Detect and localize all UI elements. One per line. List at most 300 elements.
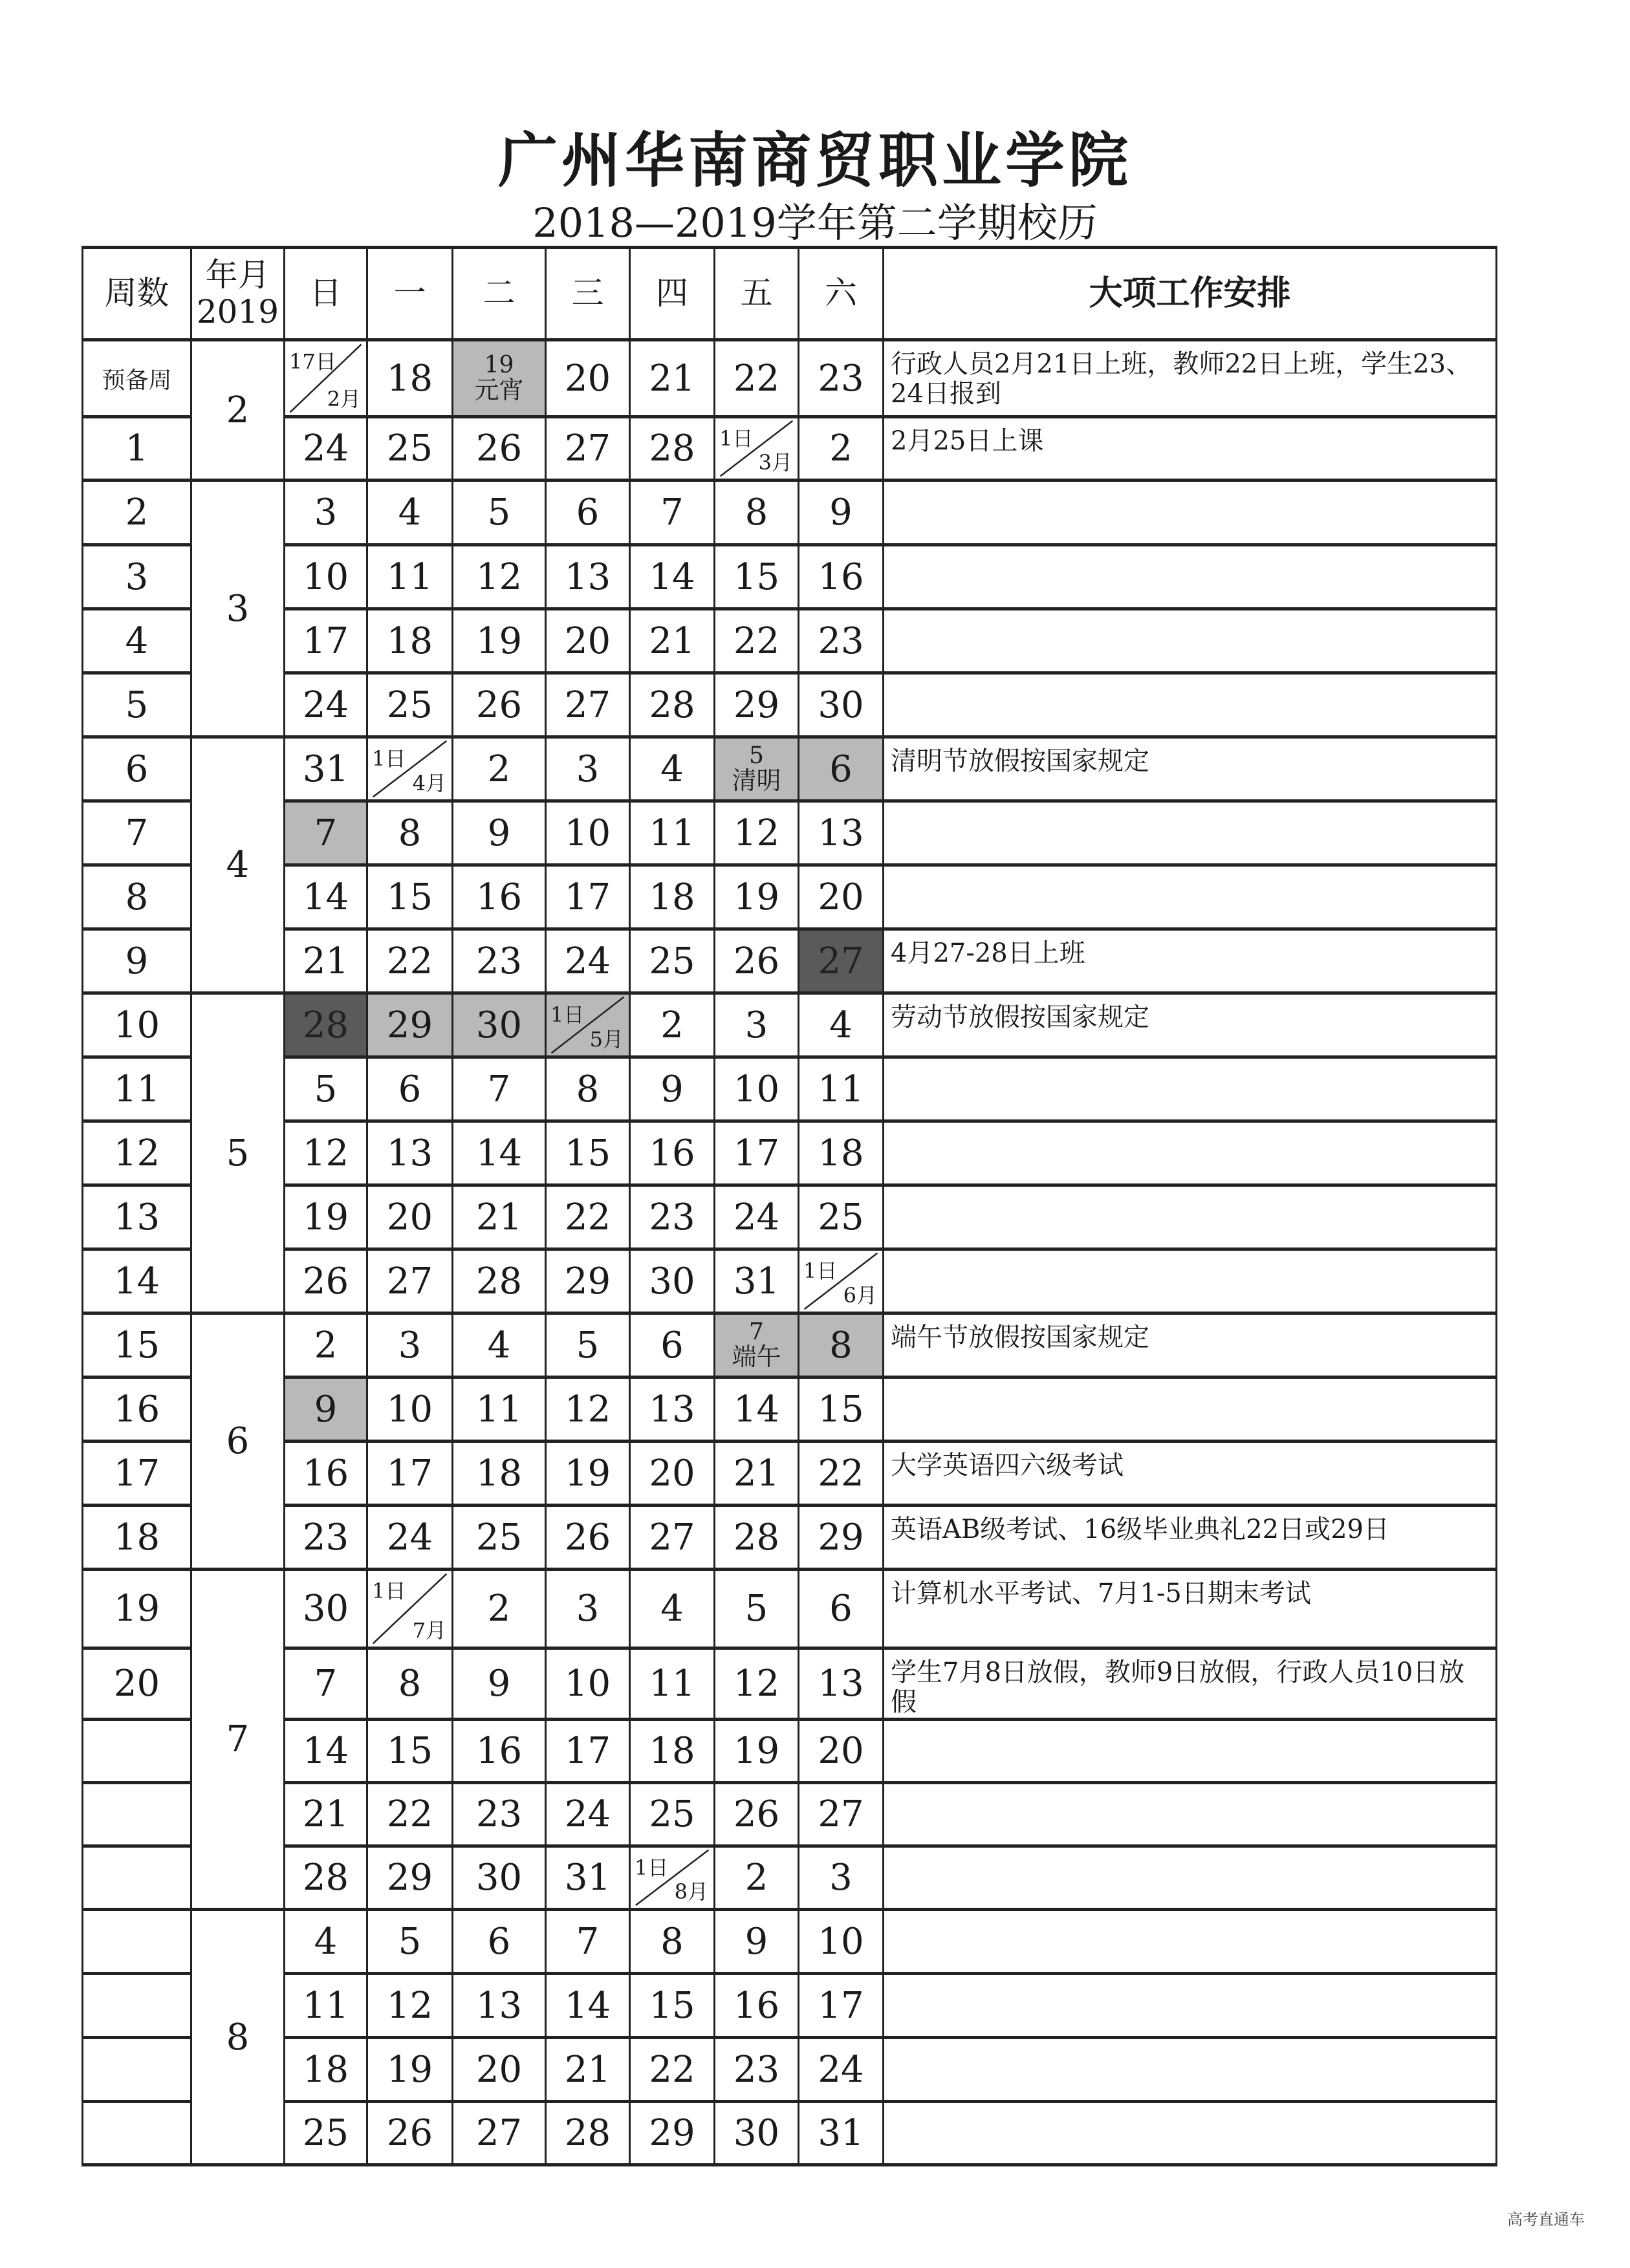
day-cell: 13 xyxy=(799,801,884,865)
day-cell: 29 xyxy=(367,1846,453,1910)
day-cell: 14 xyxy=(630,545,715,609)
plan-note: 学生7月8日放假，教师9日放假，行政人员10日放假 xyxy=(884,1648,1497,1720)
header-plan: 大项工作安排 xyxy=(884,248,1497,340)
day-cell: 6 xyxy=(453,1910,546,1974)
month-label: 3月 xyxy=(758,450,792,475)
day-cell: 7 xyxy=(546,1910,630,1974)
week-row xyxy=(83,1783,1497,1846)
day-cell: 10 xyxy=(285,545,367,609)
day-cell: 9 xyxy=(630,1057,715,1121)
week-row xyxy=(83,340,1497,417)
day-cell: 8 xyxy=(546,1057,630,1121)
day-cell: 26 xyxy=(715,1783,799,1846)
day-cell: 24 xyxy=(367,1506,453,1570)
week-number: 19 xyxy=(83,1570,191,1648)
day-cell: 17 xyxy=(285,609,367,673)
week-number xyxy=(83,2038,191,2102)
week-row xyxy=(83,2038,1497,2102)
day-cell: 14 xyxy=(546,1974,630,2038)
plan-note xyxy=(884,2038,1497,2102)
week-row xyxy=(83,737,1497,801)
day-cell: 4 xyxy=(630,737,715,801)
week-row xyxy=(83,1442,1497,1506)
day-cell: 27 xyxy=(630,1506,715,1570)
day-cell: 13 xyxy=(546,545,630,609)
header-month xyxy=(191,248,285,340)
plan-note: 英语AB级考试、16级毕业典礼22日或29日 xyxy=(884,1506,1497,1570)
day-cell: 3 xyxy=(546,1570,630,1648)
week-row xyxy=(83,545,1497,609)
week-number: 9 xyxy=(83,929,191,993)
day-cell: 2 xyxy=(715,1846,799,1910)
day-cell: 30 xyxy=(715,2102,799,2165)
week-row xyxy=(83,1846,1497,1910)
week-number: 11 xyxy=(83,1057,191,1121)
day-cell: 5 xyxy=(546,1313,630,1377)
day-cell: 24 xyxy=(285,673,367,737)
day-cell: 2 xyxy=(453,1570,546,1648)
watermark: 高考直通车 xyxy=(1507,2210,1585,2229)
week-number: 17 xyxy=(83,1442,191,1506)
day-cell: 4 xyxy=(367,481,453,545)
header-day-tue: 二 xyxy=(453,248,546,340)
day-cell: 18 xyxy=(799,1121,884,1185)
day-cell: 5 xyxy=(285,1057,367,1121)
day-cell: 3 xyxy=(715,993,799,1057)
day-cell: 8 xyxy=(630,1910,715,1974)
day-cell: 2 xyxy=(453,737,546,801)
school-calendar-table xyxy=(82,246,1497,2166)
day-cell: 12 xyxy=(715,801,799,865)
week-row xyxy=(83,609,1497,673)
week-row xyxy=(83,993,1497,1057)
day-cell: 15 xyxy=(367,1720,453,1783)
day-cell: 31 xyxy=(546,1846,630,1910)
day-cell: 11 xyxy=(285,1974,367,2038)
plan-note xyxy=(884,1974,1497,2038)
month-label: 7月 xyxy=(412,1618,446,1643)
day-cell: 27 xyxy=(546,417,630,481)
week-number: 8 xyxy=(83,865,191,929)
week-row xyxy=(83,673,1497,737)
holiday xyxy=(715,744,798,794)
plan-note xyxy=(884,545,1497,609)
plan-note xyxy=(884,1377,1497,1442)
day-cell: 7 xyxy=(453,1057,546,1121)
day-cell: 18 xyxy=(453,1442,546,1506)
day-cell: 31 xyxy=(799,2102,884,2165)
day-cell: 8 xyxy=(367,1648,453,1720)
holiday xyxy=(715,1320,798,1370)
day-cell: 22 xyxy=(367,929,453,993)
week-number: 13 xyxy=(83,1185,191,1249)
month-start-cell xyxy=(546,993,630,1057)
day-cell: 17 xyxy=(367,1442,453,1506)
day-cell: 19 xyxy=(715,865,799,929)
week-number: 18 xyxy=(83,1506,191,1570)
week-row xyxy=(83,481,1497,545)
day-cell: 2 xyxy=(630,993,715,1057)
day-cell: 29 xyxy=(715,673,799,737)
header-week: 周数 xyxy=(83,248,191,340)
plan-note: 大学英语四六级考试 xyxy=(884,1442,1497,1506)
day-cell: 28 xyxy=(715,1506,799,1570)
day-cell: 9 xyxy=(715,1910,799,1974)
header-month-label: 年月 xyxy=(205,255,270,294)
day-cell: 25 xyxy=(285,2102,367,2165)
header-day-fri: 五 xyxy=(715,248,799,340)
month-start-cell xyxy=(799,1249,884,1313)
week-row xyxy=(83,1570,1497,1648)
document-subtitle: 2018—2019学年第二学期校历 xyxy=(532,199,1098,246)
plan-note: 2月25日上课 xyxy=(884,417,1497,481)
plan-note xyxy=(884,481,1497,545)
day-cell: 4 xyxy=(799,993,884,1057)
day-cell: 15 xyxy=(715,545,799,609)
week-row xyxy=(83,1377,1497,1442)
day-cell: 22 xyxy=(799,1442,884,1506)
week-number: 4 xyxy=(83,609,191,673)
month-label: 2月 xyxy=(327,387,361,411)
week-row xyxy=(83,2102,1497,2165)
holiday-name: 端午 xyxy=(732,1342,781,1371)
week-row xyxy=(83,417,1497,481)
day-cell: 26 xyxy=(367,2102,453,2165)
week-number: 15 xyxy=(83,1313,191,1377)
day-cell: 30 xyxy=(453,993,546,1057)
day-cell: 28 xyxy=(285,993,367,1057)
plan-note xyxy=(884,2102,1497,2165)
header-day-sat: 六 xyxy=(799,248,884,340)
day-cell: 29 xyxy=(630,2102,715,2165)
day-cell: 13 xyxy=(367,1121,453,1185)
day-cell: 6 xyxy=(630,1313,715,1377)
day-label: 17日 xyxy=(289,349,336,374)
day-cell: 26 xyxy=(453,673,546,737)
week-number: 3 xyxy=(83,545,191,609)
day-cell: 16 xyxy=(285,1442,367,1506)
day-cell: 26 xyxy=(546,1506,630,1570)
day-cell: 26 xyxy=(715,929,799,993)
day-cell: 19 xyxy=(285,1185,367,1249)
day-cell: 18 xyxy=(367,609,453,673)
day-cell: 2 xyxy=(285,1313,367,1377)
month-start-cell xyxy=(715,417,799,481)
day-cell: 28 xyxy=(285,1846,367,1910)
day-cell: 21 xyxy=(630,609,715,673)
week-number: 1 xyxy=(83,417,191,481)
day-cell: 7 xyxy=(285,1648,367,1720)
day-cell: 11 xyxy=(630,1648,715,1720)
week-row xyxy=(83,1313,1497,1377)
day-cell: 6 xyxy=(799,737,884,801)
document-title: 广州华南商贸职业学院 xyxy=(497,125,1132,195)
day-cell: 8 xyxy=(715,481,799,545)
plan-note: 4月27-28日上班 xyxy=(884,929,1497,993)
week-row xyxy=(83,801,1497,865)
day-cell: 25 xyxy=(367,673,453,737)
day-cell: 13 xyxy=(453,1974,546,2038)
day-cell: 28 xyxy=(453,1249,546,1313)
day-cell: 12 xyxy=(285,1121,367,1185)
day-cell: 10 xyxy=(546,1648,630,1720)
day-cell: 21 xyxy=(285,929,367,993)
week-number: 7 xyxy=(83,801,191,865)
day-cell: 23 xyxy=(453,929,546,993)
day-cell: 2 xyxy=(799,417,884,481)
week-row xyxy=(83,1185,1497,1249)
day-cell: 5 xyxy=(367,1910,453,1974)
day-number: 5 xyxy=(749,742,764,770)
day-cell: 6 xyxy=(367,1057,453,1121)
day-cell: 13 xyxy=(799,1648,884,1720)
day-cell: 23 xyxy=(715,2038,799,2102)
day-cell: 20 xyxy=(799,865,884,929)
plan-note xyxy=(884,1121,1497,1185)
day-cell: 23 xyxy=(799,609,884,673)
day-cell: 22 xyxy=(715,340,799,417)
header-row xyxy=(83,248,1497,340)
day-cell: 8 xyxy=(799,1313,884,1377)
holiday-name: 元宵 xyxy=(474,375,524,404)
day-cell: 9 xyxy=(453,801,546,865)
month-label: 6月 xyxy=(843,1283,877,1308)
day-cell: 26 xyxy=(453,417,546,481)
day-cell: 4 xyxy=(285,1910,367,1974)
header-day-sun: 日 xyxy=(285,248,367,340)
day-cell: 7 xyxy=(285,801,367,865)
day-number: 19 xyxy=(484,352,514,379)
day-cell: 12 xyxy=(453,545,546,609)
day-cell: 22 xyxy=(630,2038,715,2102)
week-row xyxy=(83,1249,1497,1313)
day-cell: 29 xyxy=(799,1506,884,1570)
week-number: 预备周 xyxy=(83,340,191,417)
day-cell: 4 xyxy=(453,1313,546,1377)
day-cell: 24 xyxy=(546,929,630,993)
day-cell: 22 xyxy=(546,1185,630,1249)
plan-note xyxy=(884,801,1497,865)
month-label: 5月 xyxy=(589,1027,624,1052)
day-cell: 16 xyxy=(630,1121,715,1185)
plan-note xyxy=(884,609,1497,673)
day-cell: 20 xyxy=(453,2038,546,2102)
week-row xyxy=(83,1720,1497,1783)
day-cell: 3 xyxy=(367,1313,453,1377)
day-cell: 21 xyxy=(630,340,715,417)
day-cell: 21 xyxy=(285,1783,367,1846)
header-day-mon: 一 xyxy=(367,248,453,340)
day-cell: 11 xyxy=(453,1377,546,1442)
week-number xyxy=(83,1783,191,1846)
day-label: 1日 xyxy=(550,1002,585,1027)
week-number: 20 xyxy=(83,1648,191,1720)
week-row xyxy=(83,1057,1497,1121)
header-day-wed: 三 xyxy=(546,248,630,340)
week-number xyxy=(83,1974,191,2038)
month-cell: 4 xyxy=(191,737,285,993)
plan-note xyxy=(884,1249,1497,1313)
day-cell: 14 xyxy=(285,865,367,929)
day-cell: 24 xyxy=(546,1783,630,1846)
week-row xyxy=(83,1910,1497,1974)
week-row xyxy=(83,865,1497,929)
month-cell: 3 xyxy=(191,481,285,737)
plan-note: 行政人员2月21日上班，教师22日上班，学生23、24日报到 xyxy=(884,340,1497,417)
day-cell: 14 xyxy=(285,1720,367,1783)
month-cell: 2 xyxy=(191,340,285,481)
day-cell: 18 xyxy=(630,865,715,929)
day-cell: 28 xyxy=(630,417,715,481)
week-number xyxy=(83,1846,191,1910)
day-cell: 24 xyxy=(285,417,367,481)
day-cell: 8 xyxy=(367,801,453,865)
day-cell: 21 xyxy=(715,1442,799,1506)
week-number xyxy=(83,2102,191,2165)
week-number: 10 xyxy=(83,993,191,1057)
day-cell: 18 xyxy=(367,340,453,417)
holiday-cell xyxy=(453,340,546,417)
day-cell: 31 xyxy=(715,1249,799,1313)
day-cell: 17 xyxy=(546,865,630,929)
day-cell: 3 xyxy=(285,481,367,545)
plan-note xyxy=(884,1783,1497,1846)
plan-note xyxy=(884,1057,1497,1121)
day-cell: 20 xyxy=(630,1442,715,1506)
month-cell: 6 xyxy=(191,1313,285,1570)
day-cell: 16 xyxy=(715,1974,799,2038)
day-cell: 22 xyxy=(367,1783,453,1846)
header-day-thu: 四 xyxy=(630,248,715,340)
day-number: 7 xyxy=(749,1319,764,1346)
week-row xyxy=(83,1121,1497,1185)
week-row xyxy=(83,1974,1497,2038)
day-cell: 26 xyxy=(285,1249,367,1313)
day-cell: 23 xyxy=(453,1783,546,1846)
day-cell: 11 xyxy=(799,1057,884,1121)
month-start-cell xyxy=(367,737,453,801)
week-number: 12 xyxy=(83,1121,191,1185)
day-cell: 15 xyxy=(630,1974,715,2038)
day-cell: 21 xyxy=(453,1185,546,1249)
plan-note: 端午节放假按国家规定 xyxy=(884,1313,1497,1377)
day-cell: 27 xyxy=(453,2102,546,2165)
day-cell: 28 xyxy=(546,2102,630,2165)
week-number xyxy=(83,1910,191,1974)
day-cell: 16 xyxy=(453,1720,546,1783)
day-cell: 10 xyxy=(546,801,630,865)
holiday xyxy=(453,353,545,404)
week-row xyxy=(83,1506,1497,1570)
plan-note xyxy=(884,1185,1497,1249)
day-cell: 25 xyxy=(453,1506,546,1570)
day-cell: 12 xyxy=(367,1974,453,2038)
week-number: 5 xyxy=(83,673,191,737)
day-cell: 23 xyxy=(630,1185,715,1249)
day-cell: 11 xyxy=(367,545,453,609)
plan-note xyxy=(884,1846,1497,1910)
day-cell: 20 xyxy=(799,1720,884,1783)
day-cell: 24 xyxy=(715,1185,799,1249)
plan-note xyxy=(884,865,1497,929)
month-cell: 8 xyxy=(191,1910,285,2165)
day-cell: 11 xyxy=(630,801,715,865)
day-cell: 15 xyxy=(799,1377,884,1442)
day-cell: 23 xyxy=(285,1506,367,1570)
day-cell: 14 xyxy=(715,1377,799,1442)
day-cell: 29 xyxy=(367,993,453,1057)
day-cell: 25 xyxy=(630,1783,715,1846)
day-cell: 5 xyxy=(715,1570,799,1648)
day-cell: 17 xyxy=(715,1121,799,1185)
day-cell: 25 xyxy=(799,1185,884,1249)
day-cell: 19 xyxy=(546,1442,630,1506)
day-cell: 16 xyxy=(799,545,884,609)
holiday-cell xyxy=(715,737,799,801)
day-label: 1日 xyxy=(372,1579,406,1603)
month-start-cell xyxy=(630,1846,715,1910)
plan-note: 劳动节放假按国家规定 xyxy=(884,993,1497,1057)
day-cell: 24 xyxy=(799,2038,884,2102)
day-cell: 9 xyxy=(285,1377,367,1442)
week-row xyxy=(83,929,1497,993)
week-row xyxy=(83,1648,1497,1720)
month-cell: 5 xyxy=(191,993,285,1313)
day-cell: 19 xyxy=(453,609,546,673)
day-cell: 31 xyxy=(285,737,367,801)
day-cell: 22 xyxy=(715,609,799,673)
day-label: 1日 xyxy=(635,1855,669,1880)
day-cell: 16 xyxy=(453,865,546,929)
holiday-cell xyxy=(715,1313,799,1377)
plan-note: 计算机水平考试、7月1-5日期末考试 xyxy=(884,1570,1497,1648)
day-cell: 19 xyxy=(367,2038,453,2102)
day-cell: 10 xyxy=(367,1377,453,1442)
day-cell: 28 xyxy=(630,673,715,737)
day-cell: 12 xyxy=(546,1377,630,1442)
day-label: 1日 xyxy=(803,1258,838,1283)
week-number: 6 xyxy=(83,737,191,801)
plan-note xyxy=(884,1720,1497,1783)
day-cell: 12 xyxy=(715,1648,799,1720)
day-cell: 5 xyxy=(453,481,546,545)
day-cell: 15 xyxy=(367,865,453,929)
day-cell: 30 xyxy=(799,673,884,737)
plan-note xyxy=(884,1910,1497,1974)
day-cell: 20 xyxy=(546,609,630,673)
day-cell: 9 xyxy=(799,481,884,545)
day-cell: 30 xyxy=(453,1846,546,1910)
header-year: 2019 xyxy=(196,293,279,330)
day-cell: 7 xyxy=(630,481,715,545)
day-cell: 14 xyxy=(453,1121,546,1185)
day-label: 1日 xyxy=(372,746,406,771)
day-cell: 13 xyxy=(630,1377,715,1442)
day-label: 1日 xyxy=(719,426,754,451)
month-label: 4月 xyxy=(412,771,446,795)
month-label: 8月 xyxy=(674,1879,708,1904)
day-cell: 27 xyxy=(799,929,884,993)
day-cell: 20 xyxy=(546,340,630,417)
day-cell: 17 xyxy=(799,1974,884,2038)
week-number: 16 xyxy=(83,1377,191,1442)
day-cell: 27 xyxy=(799,1783,884,1846)
holiday-name: 清明 xyxy=(732,766,781,795)
day-cell: 18 xyxy=(630,1720,715,1783)
day-cell: 21 xyxy=(546,2038,630,2102)
plan-note: 清明节放假按国家规定 xyxy=(884,737,1497,801)
month-start-cell xyxy=(285,340,367,417)
